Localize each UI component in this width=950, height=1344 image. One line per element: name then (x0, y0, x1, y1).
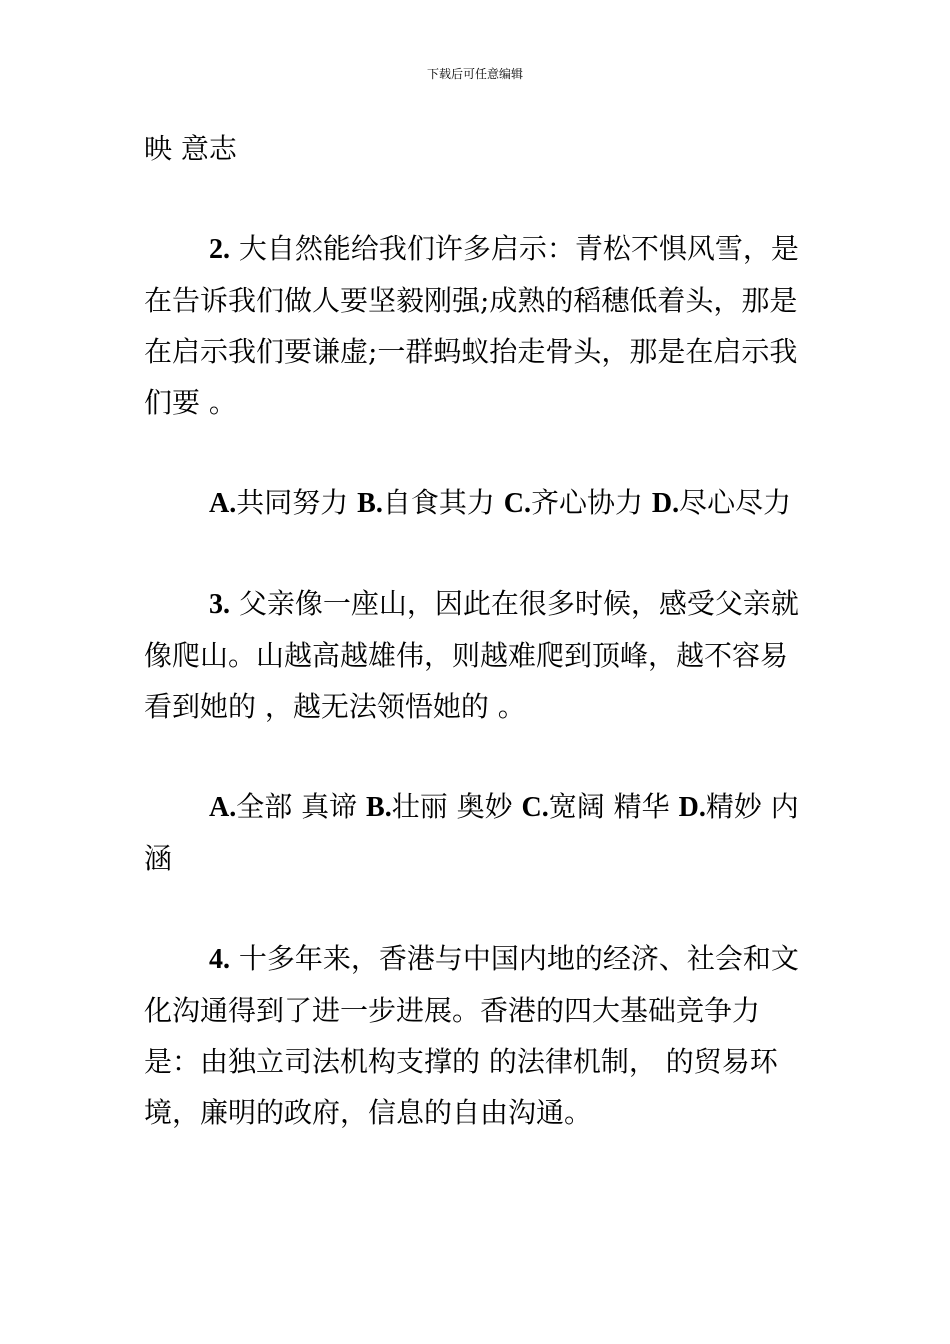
option-text-d: 精妙 内涵 (144, 790, 799, 875)
question-2-text: 大自然能给我们许多启示：青松不惧风雪，是在告诉我们做人要坚毅刚强;成熟的稻穗低着头，那是在启示我们要谦虚;一群蚂蚁抬走骨头，那是在启示我们要 。 (144, 232, 799, 419)
option-text-c: 齐心协力 (530, 486, 652, 519)
question-2-number: 2. (209, 234, 230, 265)
option-text-a: 共同努力 (236, 486, 358, 519)
option-label-c: C. (503, 488, 531, 519)
question-3-number: 3. (209, 589, 230, 620)
option-label-b: B. (366, 792, 392, 823)
page-header: 下载后可任意编辑 (426, 67, 523, 81)
question-2-stem (144, 223, 808, 428)
question-3-stem (144, 578, 808, 732)
option-text-c: 宽阔 精华 (548, 790, 679, 823)
question-4-stem (144, 933, 808, 1138)
question-4-text: 十多年来，香港与中国内地的经济、社会和文化沟通得到了进一步进展。香港的四大基础竞争力是：由独立司法机构支撑的 的法律机制， 的贸易环境，廉明的政府，信息的自由沟通。 (144, 942, 799, 1129)
question-4-number: 4. (209, 944, 230, 975)
question-3-options (144, 781, 808, 884)
fragment-line: 映 意志 (144, 132, 237, 165)
option-label-b: B. (357, 488, 383, 519)
option-text-b: 自食其力 (382, 486, 504, 519)
option-label-d: D. (678, 792, 706, 823)
document-body (144, 123, 808, 1138)
option-text-b: 壮丽 奥妙 (391, 790, 522, 823)
option-label-a: A. (209, 488, 237, 519)
option-label-a: A. (209, 792, 237, 823)
question-3-text: 父亲像一座山，因此在很多时候，感受父亲就像爬山。山越高越雄伟，则越难爬到顶峰，越不容易看到她的 ，越无法领悟她的 。 (144, 587, 799, 723)
option-label-d: D. (651, 488, 680, 519)
option-text-a: 全部 真谛 (236, 790, 367, 823)
option-text-d: 尽心尽力 (679, 486, 792, 519)
question-2-options (144, 477, 808, 529)
option-label-c: C. (521, 792, 549, 823)
